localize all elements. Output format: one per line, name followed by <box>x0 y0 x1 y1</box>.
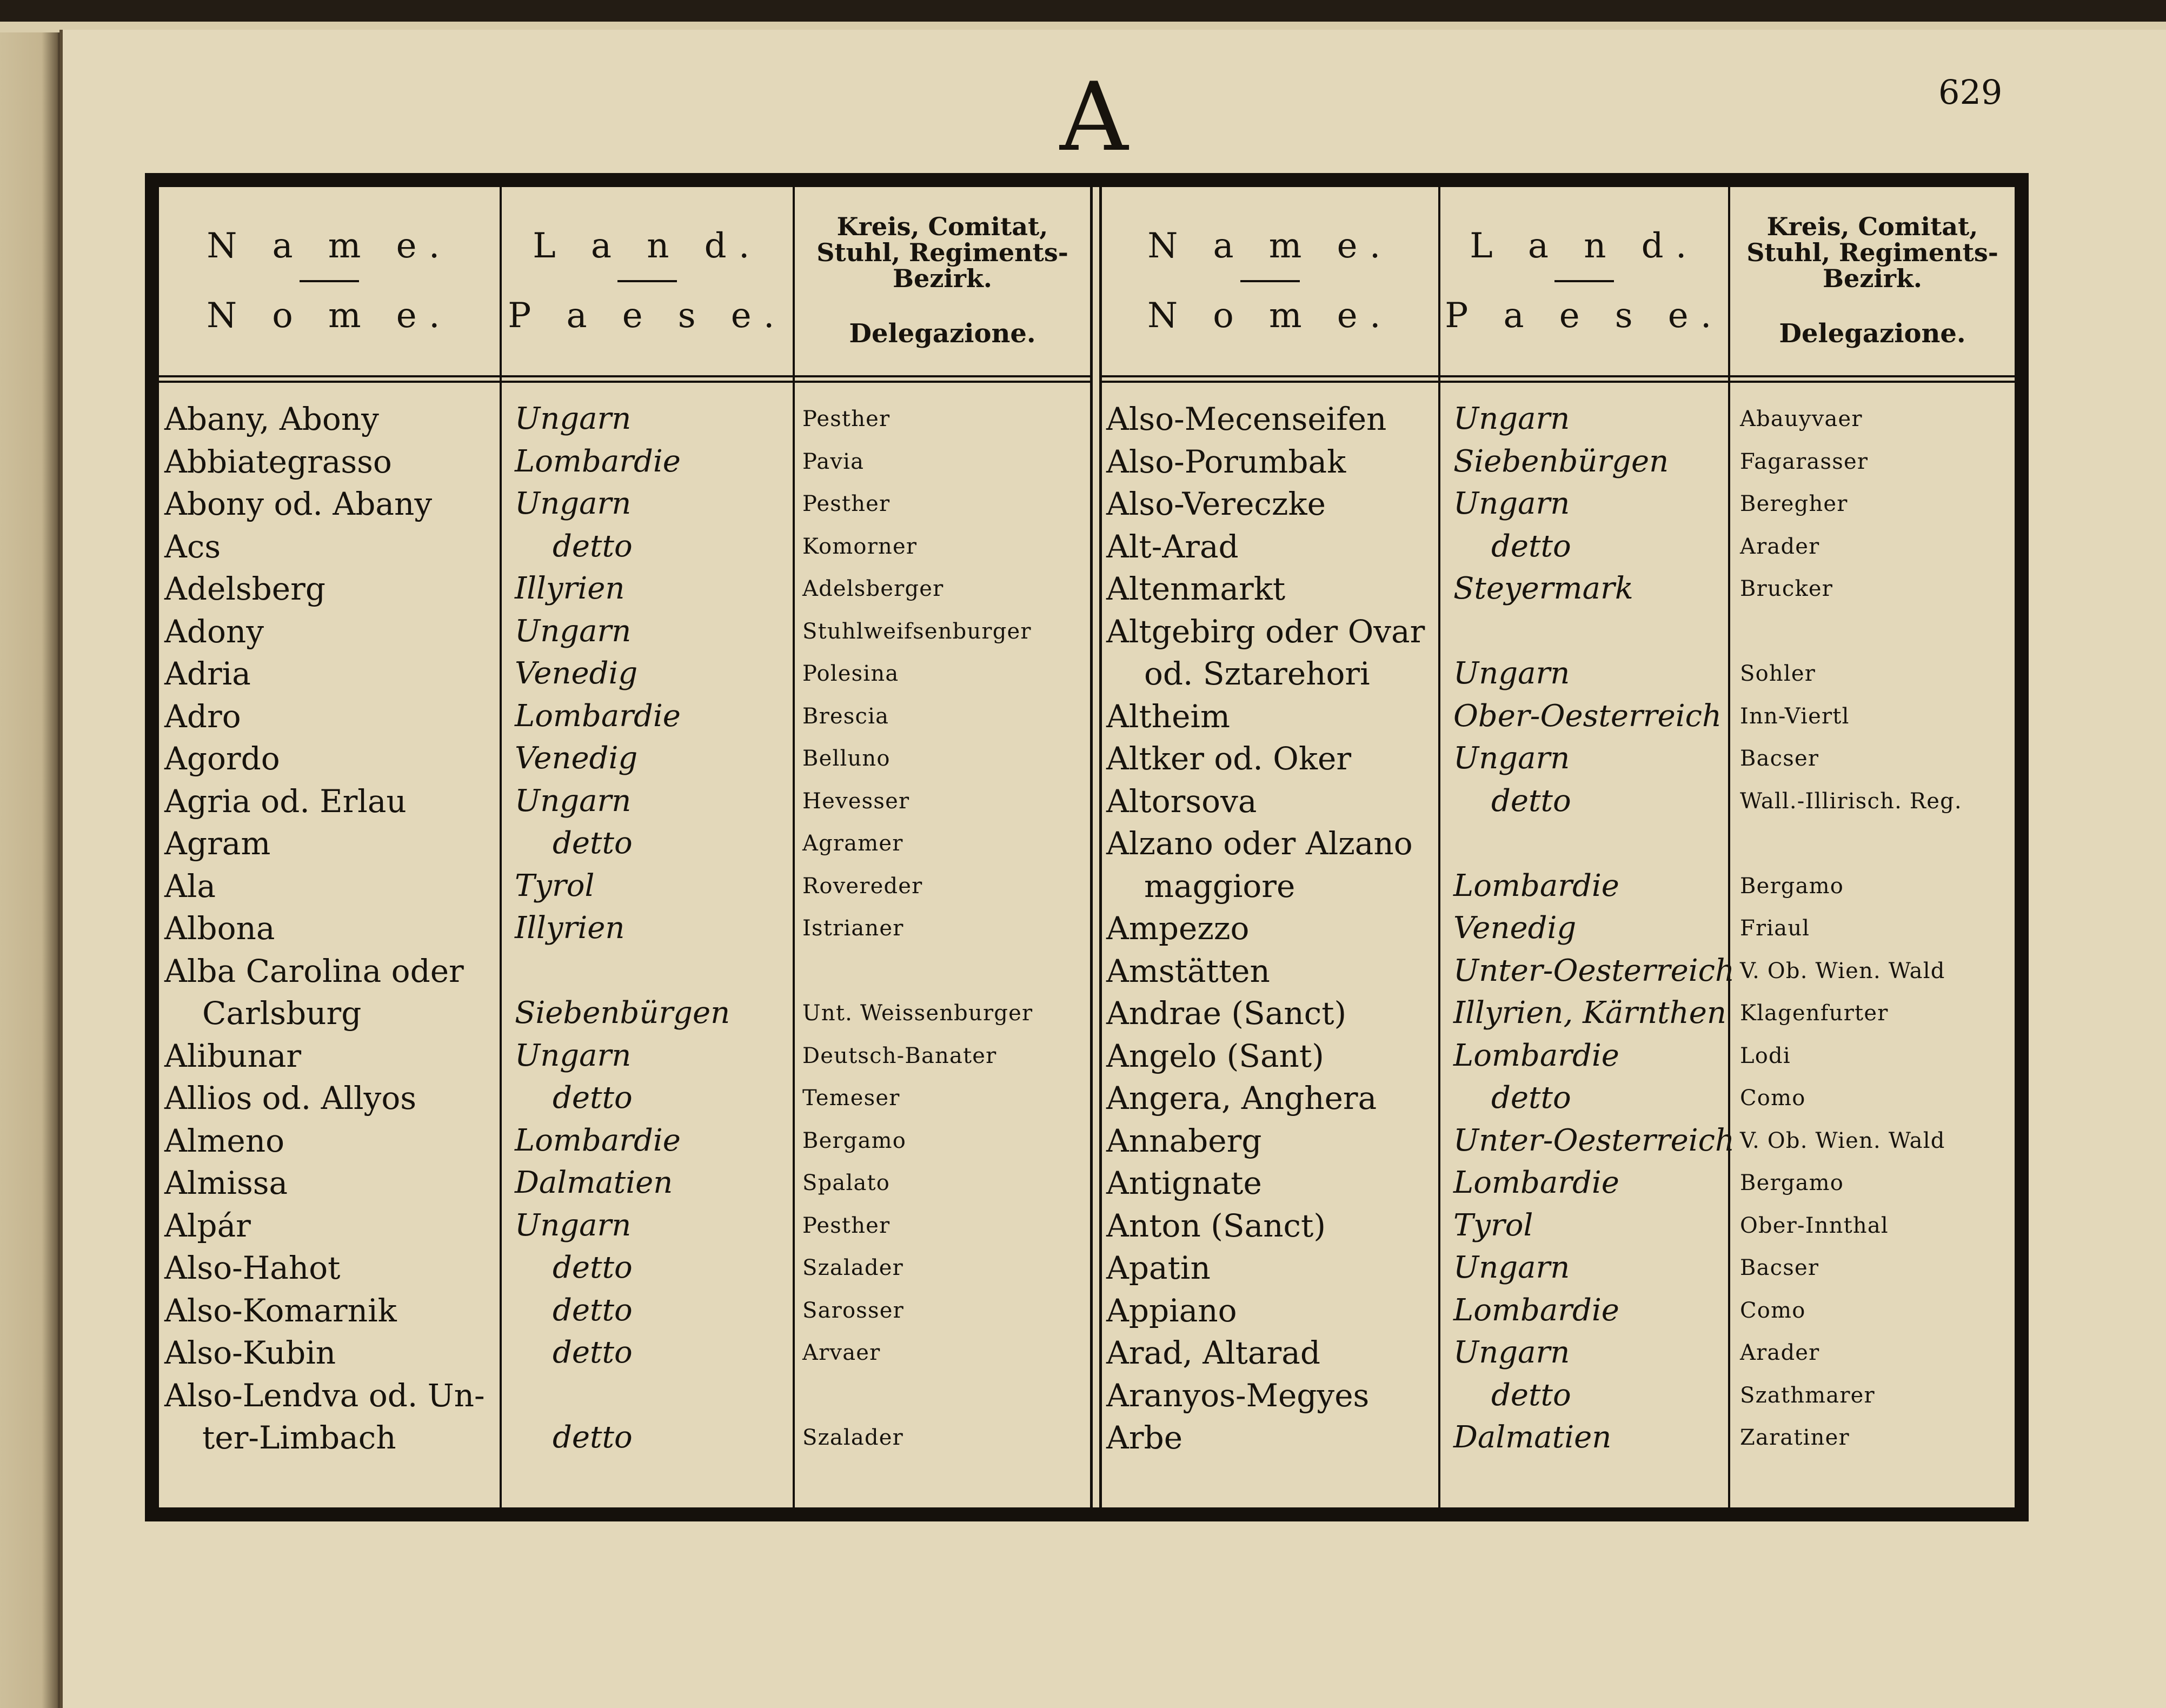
cell-name: Also-Mecenseifen <box>1106 401 1387 437</box>
cell-name: Allios od. Allyos <box>164 1080 417 1116</box>
cell-land: detto <box>553 1080 633 1115</box>
cell-land: Ungarn <box>515 486 632 521</box>
header-kreis-line: Bezirk. <box>1823 264 1922 294</box>
cell-land: Illyrien <box>515 571 625 606</box>
cell-name: Abbiategrasso <box>164 443 392 480</box>
table-row <box>159 610 1090 653</box>
cell-kreis: Como <box>1740 1298 1806 1323</box>
table-row <box>159 653 1090 695</box>
cell-name: Alba Carolina oder <box>164 952 464 989</box>
header-kreis-line: Kreis, Comitat, <box>1766 211 1978 241</box>
cell-name: Also-Porumbak <box>1106 443 1346 480</box>
cell-land: Siebenbürgen <box>515 995 730 1031</box>
cell-kreis: Agramer <box>802 831 903 856</box>
cell-kreis: Klagenfurter <box>1740 1001 1889 1026</box>
cell-land: detto <box>1491 1377 1571 1413</box>
cell-kreis: Como <box>1740 1086 1806 1111</box>
cell-name: Antignate <box>1106 1165 1262 1201</box>
cell-name: Altker od. Oker <box>1106 740 1352 777</box>
cell-kreis: Spalato <box>802 1171 891 1195</box>
table-row <box>1102 441 2015 483</box>
table-row <box>1102 695 2015 738</box>
cell-land: Dalmatien <box>1453 1420 1612 1455</box>
cell-kreis: Friaul <box>1740 916 1810 941</box>
table-row <box>159 483 1090 526</box>
cell-land: Illyrien <box>515 911 625 946</box>
cell-name: Appiano <box>1106 1292 1237 1329</box>
cell-name: Albona <box>164 910 275 947</box>
table-row <box>159 1162 1090 1205</box>
header-land-it: P a e s e. <box>1445 296 1724 336</box>
cell-kreis: Komorner <box>802 534 918 559</box>
table-row <box>159 695 1090 738</box>
cell-kreis: Sarosser <box>802 1298 904 1323</box>
cell-name: Also-Komarnik <box>164 1292 397 1329</box>
cell-kreis: V. Ob. Wien. Wald <box>1740 1128 1945 1153</box>
table-row <box>1102 1290 2015 1332</box>
cell-name: Abany, Abony <box>164 401 379 437</box>
cell-kreis: Pavia <box>802 449 865 474</box>
table-left-half <box>159 187 1090 1507</box>
cell-land: detto <box>1491 1080 1571 1115</box>
table-row <box>1102 568 2015 610</box>
cell-kreis: Unt. Weissenburger <box>802 1001 1033 1026</box>
cell-land: Ungarn <box>1453 486 1570 521</box>
table-row <box>159 398 1090 441</box>
header-name-de: N a m e. <box>1147 226 1393 267</box>
header-name-it: N o m e. <box>207 296 452 336</box>
cell-land: Ungarn <box>1453 656 1570 691</box>
table-row <box>1102 1417 2015 1459</box>
cell-kreis: Lodi <box>1740 1043 1791 1068</box>
cell-name: Angera, Anghera <box>1106 1080 1377 1116</box>
cell-kreis: Hevesser <box>802 788 910 814</box>
cell-name: Acs <box>164 528 221 565</box>
cell-kreis: Ober-Innthal <box>1740 1213 1889 1238</box>
header-kreis <box>795 187 1090 375</box>
cell-land: Lombardie <box>1453 1292 1619 1328</box>
cell-kreis: Polesina <box>802 661 899 686</box>
table-row <box>159 907 1090 950</box>
table-row <box>159 1332 1090 1374</box>
cell-name: Abony od. Abany <box>164 486 433 522</box>
table-row <box>159 1120 1090 1162</box>
cell-name: Altenmarkt <box>1106 570 1286 607</box>
table-row <box>159 1247 1090 1290</box>
cell-name: Also-Vereczke <box>1106 486 1326 522</box>
cell-name: Alibunar <box>164 1037 302 1074</box>
cell-name: Altheim <box>1106 697 1230 735</box>
cell-land: Illyrien, Kärnthen <box>1453 995 1726 1031</box>
cell-kreis: Zaratiner <box>1740 1425 1850 1450</box>
page-number: 629 <box>1938 72 2003 112</box>
header-dash <box>1240 280 1300 282</box>
cell-kreis: Sohler <box>1740 661 1816 686</box>
cell-land: Ungarn <box>515 783 632 819</box>
table-row <box>1102 398 2015 441</box>
cell-kreis: Pesther <box>802 491 891 516</box>
cell-land: Unter-Oesterreich <box>1453 953 1735 988</box>
cell-name: Ampezzo <box>1106 910 1250 947</box>
header-kreis-line: Stuhl, Regiments- <box>816 237 1068 267</box>
table-row <box>1102 780 2015 823</box>
cell-land: Lombardie <box>1453 1165 1619 1200</box>
cell-land: Tyrol <box>1453 1207 1533 1243</box>
cell-name: Arbe <box>1106 1419 1183 1456</box>
header-delegazione: Delegazione. <box>849 318 1036 349</box>
header-land-de: L a n d. <box>533 226 762 267</box>
header-kreis-line: Kreis, Comitat, <box>836 211 1048 241</box>
header-name-it: N o m e. <box>1147 296 1393 336</box>
header-name <box>159 187 500 375</box>
table-row <box>1102 1374 2015 1417</box>
cell-name: od. Sztarehori <box>1144 655 1370 692</box>
table-row <box>1102 610 2015 653</box>
section-letter: A <box>1060 63 1128 172</box>
cell-kreis: Adelsberger <box>802 576 944 601</box>
cell-land: Ungarn <box>515 1038 632 1073</box>
cell-land: Lombardie <box>515 698 681 734</box>
header-kreis-line: Stuhl, Regiments- <box>1746 237 1998 267</box>
header-name <box>1102 187 1438 375</box>
cell-kreis: Bergamo <box>1740 873 1844 899</box>
cell-kreis: Szalader <box>802 1425 903 1450</box>
cell-name: Arad, Altarad <box>1106 1334 1320 1371</box>
entries-left <box>159 398 1090 1459</box>
table-row <box>159 865 1090 908</box>
cell-land: detto <box>1491 783 1571 819</box>
entries-right <box>1102 398 2015 1459</box>
header-dash <box>1554 280 1614 282</box>
table-right-half <box>1102 187 2015 1507</box>
cell-name: Alzano oder Alzano <box>1106 825 1413 862</box>
table-row <box>1102 992 2015 1035</box>
table-row <box>159 526 1090 568</box>
table-row <box>1102 865 2015 908</box>
cell-kreis: Stuhlweifsenburger <box>802 619 1032 644</box>
table-row <box>159 1035 1090 1078</box>
cell-land: detto <box>553 1420 633 1455</box>
cell-name: Altorsova <box>1106 782 1257 820</box>
cell-kreis: Bergamo <box>1740 1171 1844 1195</box>
table-row <box>1102 1035 2015 1078</box>
cell-land: detto <box>553 1250 633 1285</box>
cell-name: Almissa <box>164 1165 288 1201</box>
cell-land: Ungarn <box>1453 1335 1570 1370</box>
cell-kreis: Brucker <box>1740 576 1833 601</box>
table-row <box>1102 653 2015 695</box>
table-row <box>1102 1332 2015 1374</box>
table-row <box>159 822 1090 865</box>
cell-land: Ungarn <box>515 401 632 436</box>
cell-kreis: Pesther <box>802 407 891 431</box>
cell-land: Venedig <box>515 656 638 691</box>
table-row <box>1102 822 2015 865</box>
cell-land: Steyermark <box>1453 571 1633 606</box>
header-kreis <box>1730 187 2015 375</box>
table-row <box>159 1417 1090 1459</box>
table-row <box>159 1205 1090 1247</box>
table-row <box>1102 1205 2015 1247</box>
table-row <box>159 441 1090 483</box>
cell-land: Venedig <box>515 741 638 776</box>
cell-land: Lombardie <box>1453 868 1619 903</box>
cell-name: maggiore <box>1144 867 1295 905</box>
table-row <box>159 1290 1090 1332</box>
cell-name: ter-Limbach <box>202 1419 396 1456</box>
header-rule <box>1102 375 2015 383</box>
table-row <box>159 737 1090 780</box>
cell-name: Amstätten <box>1106 952 1270 989</box>
cell-land: Ungarn <box>1453 741 1570 776</box>
table-row <box>1102 1247 2015 1290</box>
cell-land: Dalmatien <box>515 1165 673 1200</box>
table-row <box>1102 483 2015 526</box>
cell-name: Andrae (Sanct) <box>1106 995 1347 1032</box>
cell-kreis: Bergamo <box>802 1128 907 1153</box>
table-row <box>159 780 1090 823</box>
cell-kreis: Wall.-Illirisch. Reg. <box>1740 788 1962 814</box>
table-row <box>1102 1120 2015 1162</box>
cell-land: Ungarn <box>515 613 632 649</box>
cell-name: Adria <box>164 655 251 692</box>
cell-kreis: Szalader <box>802 1255 903 1280</box>
cell-land: Lombardie <box>515 443 681 479</box>
cell-land: Ober-Oesterreich <box>1453 698 1722 734</box>
table-row <box>1102 1162 2015 1205</box>
table-row <box>159 950 1090 993</box>
cell-name: Apatin <box>1106 1250 1211 1286</box>
cell-kreis: Bacser <box>1740 1255 1819 1280</box>
header-land <box>502 187 793 375</box>
cell-name: Agria od. Erlau <box>164 782 407 820</box>
cell-land: Venedig <box>1453 911 1577 946</box>
cell-name: Agordo <box>164 740 280 777</box>
cell-kreis: Arader <box>1740 534 1820 559</box>
table-row <box>1102 526 2015 568</box>
cell-land: Unter-Oesterreich <box>1453 1122 1735 1158</box>
cell-kreis: Temeser <box>802 1086 900 1111</box>
cell-name: Carlsburg <box>202 995 362 1032</box>
cell-name: Altgebirg oder Ovar <box>1106 613 1425 650</box>
cell-land: Tyrol <box>515 868 595 903</box>
cell-name: Ala <box>164 867 216 905</box>
cell-land: Ungarn <box>515 1207 632 1243</box>
cell-kreis: Arvaer <box>802 1340 881 1365</box>
cell-name: Anton (Sanct) <box>1106 1207 1326 1244</box>
register-table <box>145 173 2029 1521</box>
table-row <box>1102 950 2015 993</box>
cell-land: detto <box>553 826 633 861</box>
cell-land: Ungarn <box>1453 401 1570 436</box>
header-kreis-line: Bezirk. <box>893 264 992 294</box>
cell-kreis: Rovereder <box>802 873 923 899</box>
header-land <box>1440 187 1728 375</box>
table-row <box>159 568 1090 610</box>
table-row <box>159 992 1090 1035</box>
cell-kreis: Arader <box>1740 1340 1820 1365</box>
cell-name: Adony <box>164 613 264 650</box>
cell-name: Also-Lendva od. Un- <box>164 1377 485 1414</box>
cell-name: Agram <box>164 825 271 862</box>
cell-land: detto <box>553 1292 633 1328</box>
cell-name: Aranyos-Megyes <box>1106 1377 1370 1414</box>
left-page-edge <box>0 32 59 1708</box>
cell-name: Adelsberg <box>164 570 325 607</box>
table-row <box>1102 1077 2015 1120</box>
cell-land: detto <box>553 528 633 564</box>
cell-land: Ungarn <box>1453 1250 1570 1285</box>
table-row <box>159 1374 1090 1417</box>
header-land-de: L a n d. <box>1470 226 1699 267</box>
cell-kreis: Szathmarer <box>1740 1383 1875 1408</box>
cell-land: Lombardie <box>515 1122 681 1158</box>
cell-land: Siebenbürgen <box>1453 443 1669 479</box>
cell-land: detto <box>1491 528 1571 564</box>
header-rule <box>159 375 1090 383</box>
cell-name: Annaberg <box>1106 1122 1262 1159</box>
cell-name: Almeno <box>164 1122 285 1159</box>
table-row <box>1102 907 2015 950</box>
cell-kreis: Istrianer <box>802 916 904 941</box>
cell-kreis: Bacser <box>1740 746 1819 771</box>
cell-name: Angelo (Sant) <box>1106 1037 1324 1074</box>
header-dash <box>617 280 677 282</box>
cell-kreis: Fagarasser <box>1740 449 1869 474</box>
cell-kreis: V. Ob. Wien. Wald <box>1740 958 1945 983</box>
cell-land: detto <box>553 1335 633 1370</box>
cell-kreis: Abauyvaer <box>1740 407 1863 431</box>
header-name-de: N a m e. <box>207 226 452 267</box>
cell-kreis: Beregher <box>1740 491 1848 516</box>
cell-name: Adro <box>164 697 241 735</box>
cell-kreis: Deutsch-Banater <box>802 1043 997 1068</box>
cell-name: Alpár <box>164 1207 251 1244</box>
header-dash <box>300 280 359 282</box>
cell-name: Also-Kubin <box>164 1334 336 1371</box>
center-divider <box>1090 187 1102 1507</box>
cell-name: Also-Hahot <box>164 1250 341 1286</box>
table-row <box>1102 737 2015 780</box>
cell-kreis: Inn-Viertl <box>1740 703 1850 729</box>
cell-land: Lombardie <box>1453 1038 1619 1073</box>
cell-kreis: Brescia <box>802 703 889 729</box>
table-row <box>159 1077 1090 1120</box>
cell-kreis: Belluno <box>802 746 891 771</box>
cell-name: Alt-Arad <box>1106 528 1239 565</box>
header-land-it: P a e s e. <box>508 296 787 336</box>
header-delegazione: Delegazione. <box>1779 318 1966 349</box>
cell-kreis: Pesther <box>802 1213 891 1238</box>
